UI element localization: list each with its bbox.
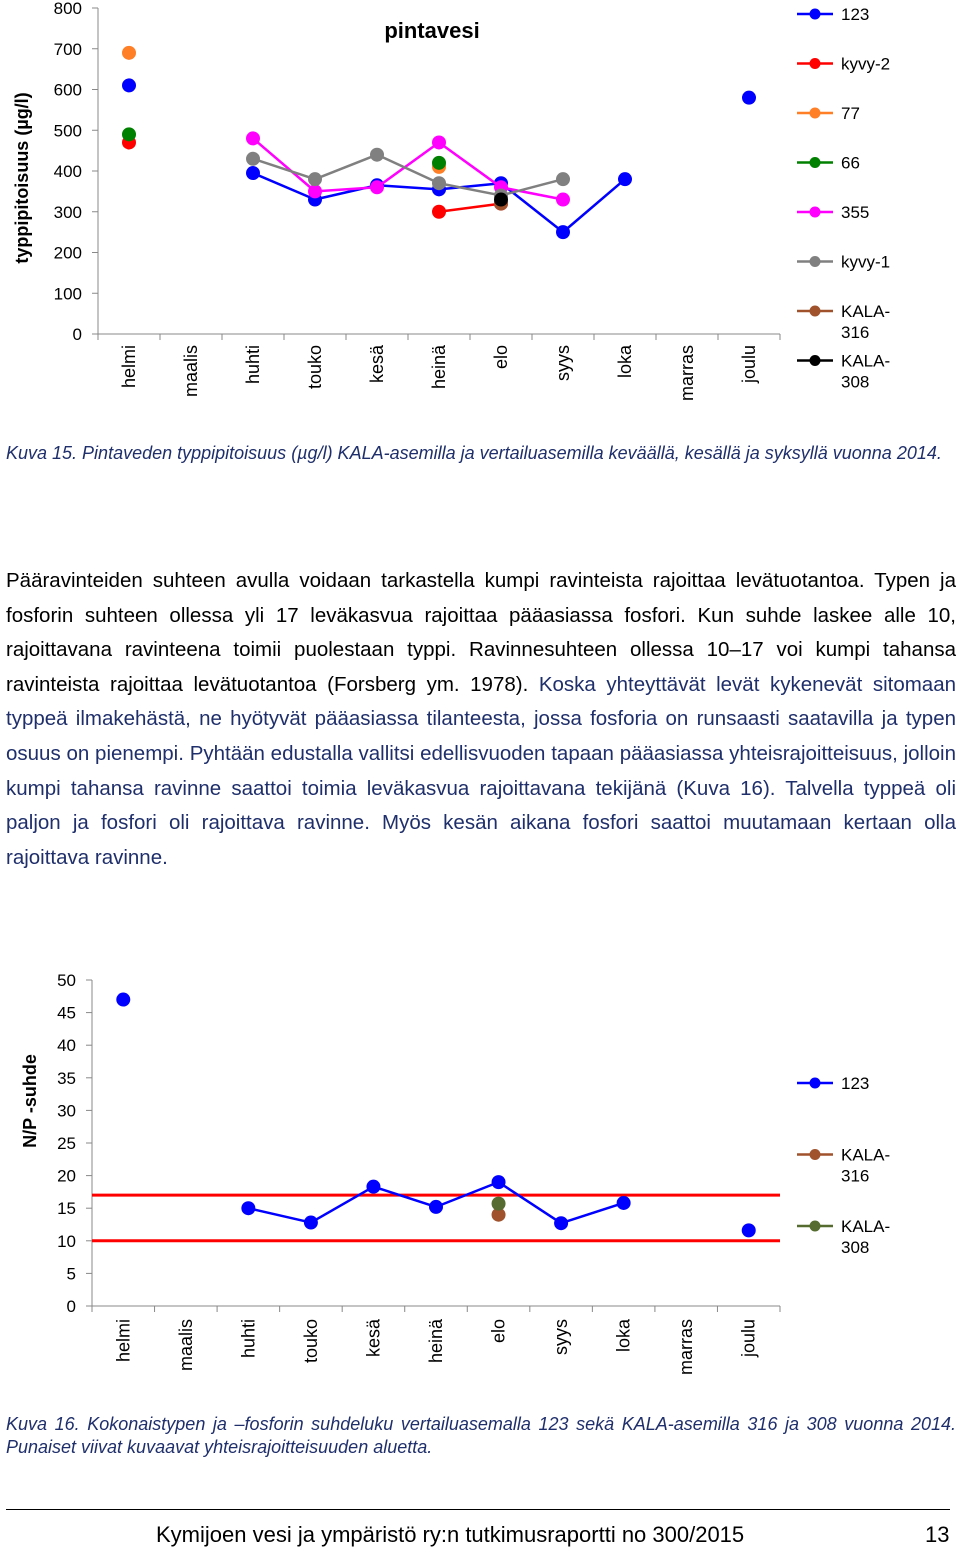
y-tick-label: 400	[53, 162, 82, 181]
legend-label-66: 66	[841, 153, 860, 173]
legend-marker-kala-308	[810, 355, 821, 366]
series-355-point-huhti	[246, 131, 260, 145]
series-kyvy-1-point-touko	[308, 172, 322, 186]
y-tick-label: 25	[57, 1134, 76, 1153]
series-123-point-hein	[429, 1200, 443, 1214]
y-tick-label: 800	[53, 0, 82, 18]
series-123-point-loka	[617, 1196, 631, 1210]
body-paragraph-part2: Koska yhteyttävät levät kykenevät sitomaan typpeä ilmakehästä, ne hyötyvät pääasiassa tilanteesta, jossa fosforia on runsaasti saatavilla ja typen osuus on pienempi. Pyhtään edustalla vallitsi edellisvuoden tapaan pääasiassa yhteisrajoitteisuus, jolloin kumpi tahansa ravinne saattoi toimia leväkasvua rajoittavana tekijänä (Kuva 16). Talvella typpeä oli paljon ja fosfori oli rajoittava ravinne. Myös kesän aikana fosfori saattoi muutamaan kertaan olla rajoittava ravinne.	[6, 672, 957, 869]
series-355-segment	[253, 138, 315, 191]
y-tick-label: 45	[57, 1003, 76, 1023]
y-tick-label: 300	[53, 202, 82, 222]
legend-marker-77	[810, 108, 821, 119]
y-tick-label: 35	[57, 1068, 76, 1088]
y-tick-label: 0	[66, 1297, 76, 1316]
x-tick-label-maalis: maalis	[175, 1319, 196, 1372]
series-355-point-syys	[556, 193, 570, 207]
series-kala-308-point-elo	[492, 1197, 506, 1211]
series-123-point-huhti	[241, 1201, 255, 1215]
series-123-segment	[561, 1203, 624, 1223]
y-axis-title: N/P -suhde	[20, 1054, 40, 1148]
y-tick-label: 50	[57, 971, 76, 990]
series-355-point-hein	[432, 135, 446, 149]
x-tick-label-joulu: joulu	[738, 1319, 759, 1358]
x-tick-label-syys: syys	[551, 1319, 572, 1355]
x-tick-label-helmi: helmi	[113, 1319, 134, 1363]
y-tick-label: 20	[57, 1166, 76, 1186]
x-tick-label-loka: loka	[615, 345, 635, 379]
series-123-segment	[563, 179, 625, 232]
x-tick-label-touko: touko	[305, 345, 325, 390]
legend-label-355: 355	[841, 203, 870, 222]
legend-label-kyvy-1: kyvy-1	[841, 252, 891, 272]
series-123-segment	[373, 1187, 436, 1207]
series-355-point-kes	[370, 180, 384, 194]
series-77-point-helmi	[122, 46, 136, 60]
y-axis-title: typpipitoisuus (µg/l)	[12, 92, 32, 264]
y-tick-label: 700	[53, 39, 82, 59]
series-123-segment	[499, 1182, 562, 1223]
series-66-point-helmi	[122, 127, 136, 141]
series-kyvy-2-point-hein	[432, 205, 446, 219]
series-123-point-loka	[618, 172, 632, 186]
series-355-segment	[377, 142, 439, 187]
legend-label-kala-316: KALA-316	[841, 1145, 891, 1186]
x-tick-label-elo: elo	[488, 1319, 509, 1344]
footer-report-title: Kymijoen vesi ja ympäristö ry:n tutkimusraportti no 300/2015	[156, 1522, 745, 1547]
series-355-segment	[439, 142, 501, 187]
x-tick-label-helmi: helmi	[119, 345, 139, 389]
series-kyvy-2-segment	[439, 204, 501, 212]
legend-label-77: 77	[841, 104, 860, 123]
x-tick-label-maalis: maalis	[181, 345, 201, 398]
y-tick-label: 0	[72, 325, 82, 344]
y-tick-label: 15	[57, 1199, 76, 1219]
y-tick-label: 600	[53, 80, 82, 100]
series-123-point-kes	[366, 1180, 380, 1194]
legend-marker-kyvy-1	[810, 256, 821, 267]
series-123-point-helmi	[116, 993, 130, 1007]
x-tick-label-elo: elo	[491, 345, 511, 370]
x-tick-label-touko: touko	[300, 1319, 321, 1364]
x-tick-label-joulu: joulu	[739, 345, 759, 384]
x-tick-label-huhti: huhti	[243, 345, 263, 385]
legend-label-kala-316: KALA-316	[841, 302, 891, 342]
x-tick-label-kes: kesä	[363, 1319, 384, 1358]
legend-marker-kala-316	[810, 1149, 821, 1160]
footer-page-number: 13	[925, 1522, 950, 1547]
chart-np-ratio	[0, 960, 960, 1400]
x-tick-label-syys: syys	[553, 345, 573, 381]
series-123-segment	[377, 185, 439, 189]
x-tick-label-hein: heinä	[429, 345, 449, 390]
figure-caption-15: Kuva 15. Pintaveden typpipitoisuus (µg/l) KALA-asemilla ja vertailuasemilla keväällä, kesällä ja syksyllä vuonna 2014.	[6, 443, 942, 463]
series-355-point-touko	[308, 184, 322, 198]
y-tick-label: 10	[57, 1231, 76, 1251]
legend-marker-355	[810, 207, 821, 218]
x-tick-label-hein: heinä	[426, 1319, 446, 1364]
x-tick-label-marras: marras	[677, 345, 697, 402]
series-123-point-elo	[492, 1175, 506, 1189]
series-123-point-joulu	[742, 91, 756, 105]
series-kyvy-1-point-syys	[556, 172, 570, 186]
y-tick-label: 5	[66, 1264, 76, 1284]
y-tick-label: 500	[53, 121, 82, 141]
y-tick-label: 100	[53, 284, 82, 304]
series-kyvy-1-segment	[377, 155, 439, 184]
series-123-segment	[248, 1208, 311, 1222]
series-kyvy-1-point-huhti	[246, 152, 260, 166]
series-123-point-helmi	[122, 78, 136, 92]
x-tick-label-huhti: huhti	[238, 1319, 259, 1359]
y-tick-label: 200	[53, 243, 82, 263]
series-123-segment	[501, 183, 563, 232]
legend-label-kala-308: KALA-308	[841, 1217, 891, 1257]
chart-title: pintavesi	[384, 18, 480, 43]
legend-marker-66	[810, 157, 821, 168]
legend-marker-kyvy-2	[810, 58, 821, 69]
series-kyvy-1-segment	[315, 155, 377, 179]
legend-marker-kala-316	[810, 306, 821, 317]
chart-nitrogen-concentration	[0, 0, 960, 425]
body-paragraph	[6, 564, 956, 875]
series-123-point-huhti	[246, 166, 260, 180]
legend-marker-123	[810, 9, 821, 20]
legend-label-kala-308: KALA-308	[841, 351, 891, 392]
series-123-point-touko	[304, 1216, 318, 1230]
x-tick-label-loka: loka	[613, 1319, 634, 1353]
series-123-point-syys	[556, 225, 570, 239]
legend-label-kyvy-2: kyvy-2	[841, 54, 891, 74]
footer-divider	[6, 1509, 950, 1510]
series-kyvy-1-point-kes	[370, 148, 384, 162]
legend-label-123: 123	[841, 5, 870, 24]
series-123-point-syys	[554, 1216, 568, 1230]
legend-label-123: 123	[841, 1074, 870, 1093]
legend-marker-123	[810, 1078, 821, 1089]
body-paragraph-part1: Pääravinteiden suhteen avulla voidaan tarkastella kumpi ravinteista rajoittaa levätuotantoa. Typen ja fosforin suhteen ollessa yli 17 leväkasvua rajoittaa pääasiassa fosfori. Kun suhde laskee alle 10, rajoittavana ravinteena toimii puolestaan typpi. Ravinnesuhteen ollessa 10–17 voi kumpi tahansa ravinteista rajoittaa levätuotantoa (Forsberg ym. 1978).	[6, 569, 956, 696]
series-123-segment	[311, 1187, 374, 1223]
y-tick-label: 40	[57, 1036, 76, 1056]
x-tick-label-kes: kesä	[367, 345, 387, 384]
y-tick-label: 30	[57, 1101, 76, 1121]
figure-caption-16: Kuva 16. Kokonaistypen ja –fosforin suhdeluku vertailuasemalla 123 sekä KALA-asemilla 316 ja 308 vuonna 2014. Punaiset viivat kuvaavat yhteisrajoitteisuuden aluetta.	[6, 1414, 956, 1457]
series-355-segment	[315, 187, 377, 191]
x-tick-label-marras: marras	[676, 1319, 697, 1376]
series-66-point-hein	[432, 156, 446, 170]
series-kyvy-1-point-hein	[432, 176, 446, 190]
series-kala-308-point-elo	[494, 193, 508, 207]
legend-marker-kala-308	[810, 1221, 821, 1232]
series-123-point-joulu	[742, 1223, 756, 1237]
